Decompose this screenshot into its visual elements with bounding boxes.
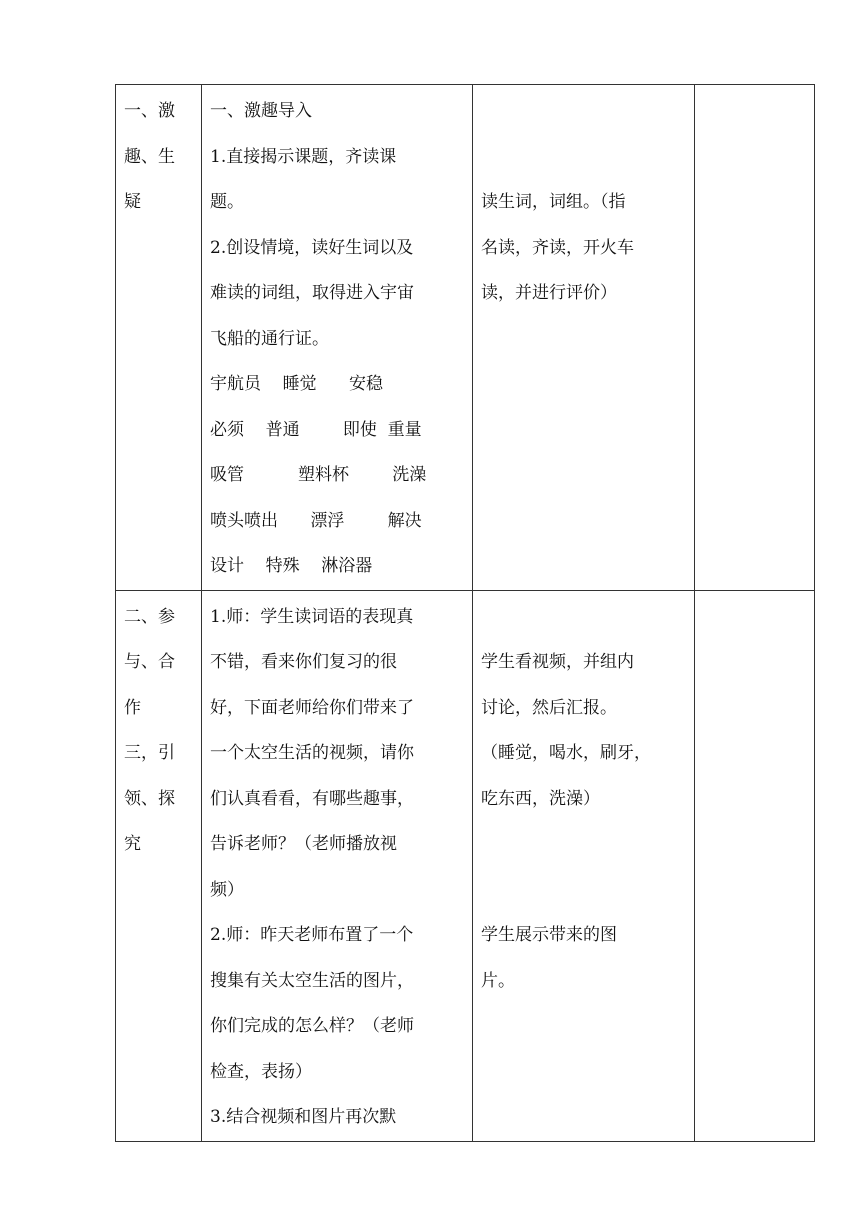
stage-text: 趣、生: [124, 146, 175, 167]
teacher-text: 你们完成的怎么样？（老师: [210, 1016, 414, 1036]
vocab-line: 喷头喷出 漂浮 解决: [210, 510, 422, 531]
vocab-line: 必须 普通 即使 重量: [210, 419, 422, 440]
stage-text: 究: [124, 834, 141, 854]
student-text: 讨论，然后汇报。: [481, 697, 617, 718]
teacher-text: 难读的词组，取得进入宇宙: [210, 283, 414, 303]
stage-text: 三，引: [124, 743, 175, 763]
lesson-plan-table: [115, 84, 815, 1142]
teacher-text: 飞船的通行证。: [210, 328, 329, 349]
student-text: 学生展示带来的图: [481, 925, 617, 945]
spacer: [481, 135, 686, 181]
spacer: [481, 822, 686, 868]
vocab-line: 设计 特殊 淋浴器: [210, 556, 373, 576]
teacher-text: 一个太空生活的视频，请你: [210, 743, 414, 763]
note-cell: [695, 85, 815, 591]
teacher-text: 一、激趣导入: [210, 101, 312, 121]
teacher-text: 3.结合视频和图片再次默: [210, 1107, 397, 1127]
student-text: 片。: [481, 970, 515, 991]
teacher-text: 题。: [210, 192, 244, 212]
student-text: （睡觉，喝水，刷牙，: [481, 743, 651, 763]
stage-cell: [116, 590, 202, 1141]
spacer: [481, 595, 686, 641]
teacher-text: 检查，表扬）: [210, 1061, 312, 1082]
stage-text: 作: [124, 697, 141, 718]
vocab-line: 吸管 塑料杯 洗澡: [210, 465, 427, 485]
stage-text: 疑: [124, 192, 141, 212]
teacher-text: 1.直接揭示课题，齐读课: [210, 146, 397, 167]
teacher-text: 好，下面老师给你们带来了: [210, 697, 414, 718]
teacher-text: 搜集有关太空生活的图片，: [210, 970, 414, 991]
vocab-line: 宇航员 睡觉 安稳: [210, 374, 384, 394]
teacher-text: 频）: [210, 879, 244, 900]
spacer: [481, 89, 686, 135]
note-cell: [695, 590, 815, 1141]
student-text: 名读，齐读，开火车: [481, 237, 634, 258]
table-row: [116, 85, 815, 591]
spacer: [481, 868, 686, 914]
teacher-text: 告诉老师？（老师播放视: [210, 834, 397, 854]
student-activity-cell: [473, 85, 695, 591]
student-text: 读生词，词组。（指: [481, 192, 626, 212]
table-row: [116, 590, 815, 1141]
stage-text: 与、合: [124, 652, 175, 672]
student-text: 读，并进行评价）: [481, 283, 617, 303]
stage-text: 领、探: [124, 788, 175, 809]
teacher-text: 2.创设情境，读好生词以及: [210, 237, 414, 258]
stage-cell: [116, 85, 202, 591]
teacher-text: 1.师：学生读词语的表现真: [210, 606, 414, 627]
teacher-text: 2.师：昨天老师布置了一个: [210, 925, 414, 945]
teacher-text: 不错，看来你们复习的很: [210, 652, 397, 672]
stage-text: 二、参: [124, 606, 175, 627]
student-activity-cell: [473, 590, 695, 1141]
student-text: 吃东西，洗澡）: [481, 788, 600, 809]
teacher-activity-cell: [202, 85, 473, 591]
teacher-text: 们认真看看，有哪些趣事，: [210, 788, 414, 809]
stage-text: 一、激: [124, 101, 175, 121]
student-text: 学生看视频，并组内: [481, 652, 634, 672]
teacher-activity-cell: [202, 590, 473, 1141]
